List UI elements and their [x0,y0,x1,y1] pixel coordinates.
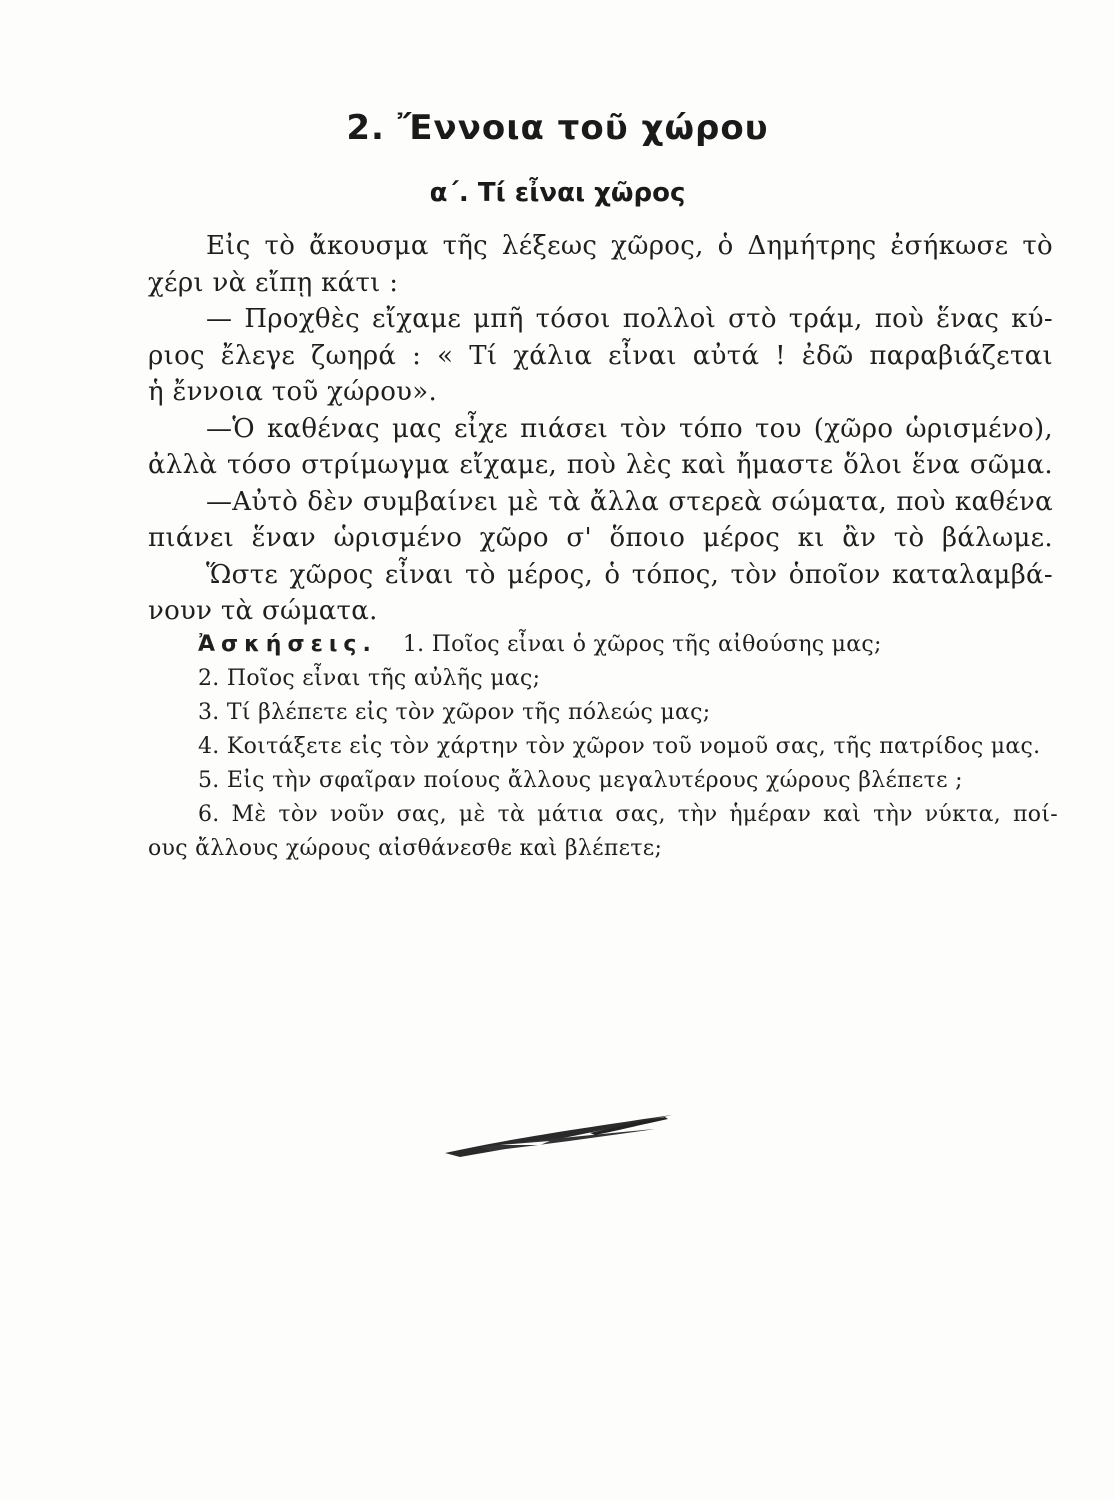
subsection-heading: α΄. Τί εἶναι χῶρος [429,178,686,208]
exercises-label: Ἀσκήσεις. [198,632,377,657]
body-line: —Αὐτὸ δὲν συμβαίνει μὲ τὰ ἄλλα στερεὰ σώματα, ποὺ καθένα [206,486,1053,517]
exercise-item: 3. Τί βλέπετε εἰς τὸν χῶρον τῆς πόλεώς μας; [198,700,711,725]
exercise-item: 1. Ποῖος εἶναι ὁ χῶρος τῆς αἰθούσης μας; [402,632,882,657]
body-text [148,228,1053,630]
ornament-flourish-icon [440,1105,680,1165]
section-heading: 2. Ἔννοια τοῦ χώρου [346,108,769,148]
body-line: —Ὁ καθένας μας εἶχε πιάσει τὸν τόπο του (χῶρο ὡρισμένο), [206,413,1053,444]
body-line: πιάνει ἕναν ὡρισμένο χῶρο σ' ὅποιο μέρος κι ἂν τὸ βάλωμε. [148,523,1053,553]
body-line: — Προχθὲς εἴχαμε μπῆ τόσοι πολλοὶ στὸ τράμ, ποὺ ἕνας κύ- [206,304,1053,334]
body-line: νουν τὰ σώματα. [148,596,378,626]
exercise-item: 4. Κοιτάξετε εἰς τὸν χάρτην τὸν χῶρον τοῦ νομοῦ σας, τῆς πατρίδος μας. [198,734,1041,759]
body-line: Εἰς τὸ ἄκουσμα τῆς λέξεως χῶρος, ὁ Δημήτρης ἐσήκωσε τὸ [206,231,1053,261]
exercise-item-continuation: ους ἄλλους χώρους αἰσθάνεσθε καὶ βλέπετε; [148,836,663,861]
exercise-line [198,628,1058,662]
exercise-item: 2. Ποῖος εἶναι τῆς αὐλῆς μας; [198,666,541,691]
body-line: χέρι νὰ εἴπῃ κάτι : [148,267,399,298]
exercises-section [148,628,1058,866]
exercise-item: 5. Εἰς τὴν σφαῖραν ποίους ἄλλους μεγαλυτέρους χώρους βλέπετε ; [198,768,963,793]
exercise-item: 6. Μὲ τὸν νοῦν σας, μὲ τὰ μάτια σας, τὴν ἡμέραν καὶ τὴν νύκτα, ποί- [198,802,1058,827]
body-line: Ὥστε χῶρος εἶναι τὸ μέρος, ὁ τόπος, τὸν ὁποῖον καταλαμβά- [206,559,1053,590]
body-line: ριος ἔλεγε ζωηρά : « Τί χάλια εἶναι αὐτά ! ἐδῶ παραβιάζεται [148,340,1053,371]
body-line: ἀλλὰ τόσο στρίμωγμα εἴχαμε, ποὺ λὲς καὶ ἤμαστε ὅλοι ἕνα σῶμα. [148,450,1053,480]
body-line: ἡ ἔννοια τοῦ χώρου». [148,377,438,407]
